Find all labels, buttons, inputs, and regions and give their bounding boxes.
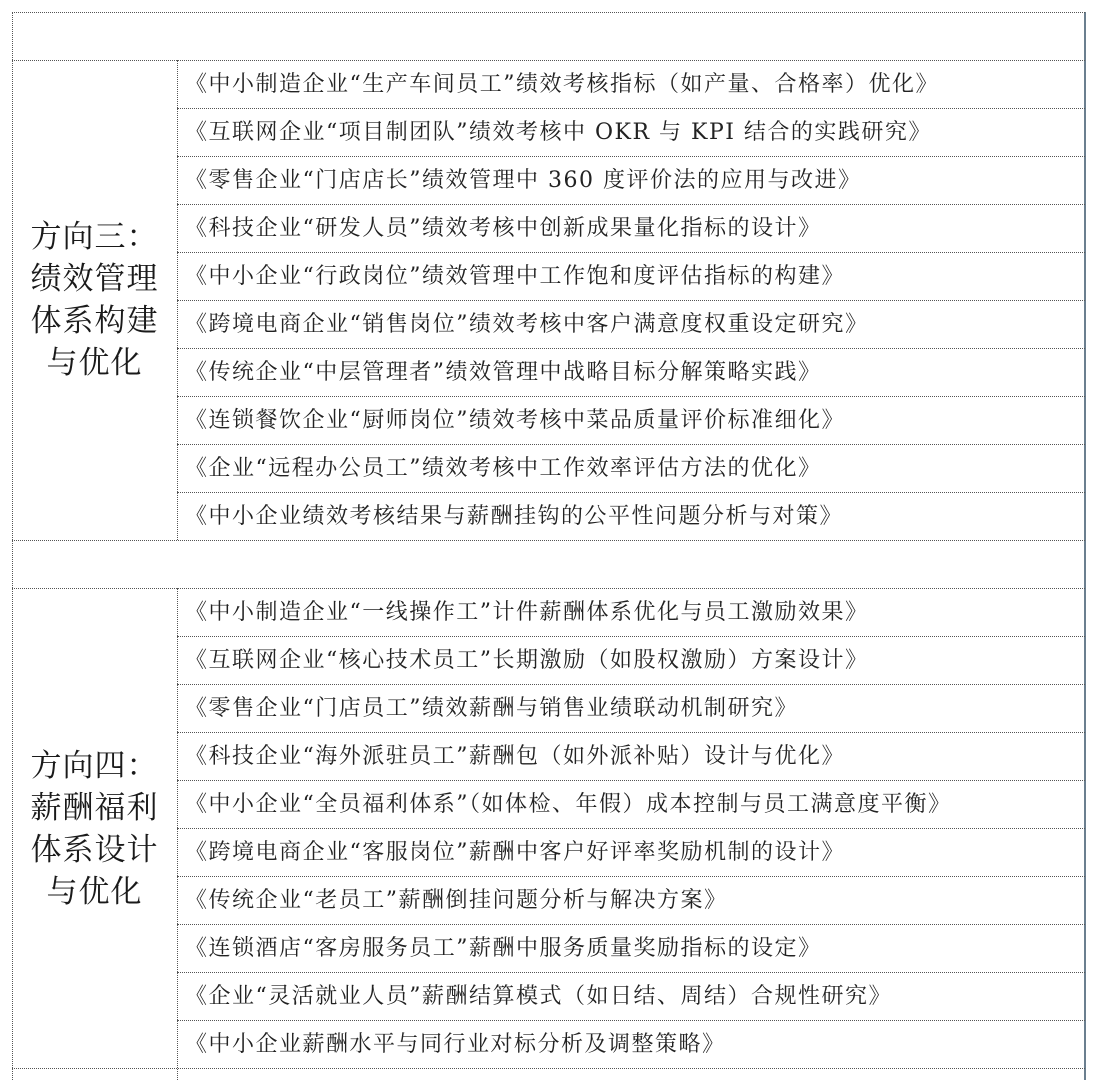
topic-item: 《跨境电商企业“销售岗位”绩效考核中客户满意度权重设定研究》	[185, 312, 869, 337]
section-3-label	[12, 216, 177, 384]
topic-item: 《科技企业“海外派驻员工”薪酬包（如外派补贴）设计与优化》	[185, 744, 845, 769]
topic-item: 《中小企业“行政岗位”绩效管理中工作饱和度评估指标的构建》	[185, 264, 845, 289]
section-3-label-line: 与优化	[46, 345, 143, 381]
topic-item: 《连锁酒店“客房服务员工”薪酬中服务质量奖励指标的设定》	[185, 936, 822, 961]
section-3-label-line: 体系构建	[30, 303, 159, 339]
table-left-border	[12, 12, 13, 1080]
section-3-label-line: 方向三：	[30, 219, 159, 255]
section-4-label-line: 体系设计	[30, 832, 159, 868]
table-bottom-border	[12, 1068, 1085, 1069]
section-4-label-line: 与优化	[46, 874, 143, 910]
topic-item: 《中小制造企业“生产车间员工”绩效考核指标（如产量、合格率）优化》	[185, 72, 939, 97]
topic-item: 《科技企业“研发人员”绩效考核中创新成果量化指标的设计》	[185, 216, 822, 241]
topic-item: 《传统企业“中层管理者”绩效管理中战略目标分解策略实践》	[185, 360, 822, 385]
section-4-label-line: 薪酬福利	[30, 790, 159, 826]
topic-item: 《中小企业“全员福利体系”（如体检、年假）成本控制与员工满意度平衡》	[185, 792, 952, 817]
table-top-border	[12, 12, 1085, 13]
topic-item: 《互联网企业“项目制团队”绩效考核中 OKR 与 KPI 结合的实践研究》	[185, 120, 932, 145]
section-4-label	[12, 745, 177, 913]
topic-item: 《跨境电商企业“客服岗位”薪酬中客户好评率奖励机制的设计》	[185, 840, 845, 865]
topic-item: 《连锁餐饮企业“厨师岗位”绩效考核中菜品质量评价标准细化》	[185, 408, 845, 433]
topic-item: 《中小企业绩效考核结果与薪酬挂钩的公平性问题分析与对策》	[185, 504, 844, 529]
topic-item: 《零售企业“门店员工”绩效薪酬与销售业绩联动机制研究》	[185, 696, 798, 721]
topic-item: 《互联网企业“核心技术员工”长期激励（如股权激励）方案设计》	[185, 648, 869, 673]
section-3-label-line: 绩效管理	[30, 261, 159, 297]
topic-item: 《企业“远程办公员工”绩效考核中工作效率评估方法的优化》	[185, 456, 822, 481]
topic-item: 《企业“灵活就业人员”薪酬结算模式（如日结、周结）合规性研究》	[185, 984, 892, 1009]
topic-item: 《传统企业“老员工”薪酬倒挂问题分析与解决方案》	[185, 888, 728, 913]
table-right-border	[1084, 12, 1086, 1080]
section-4-label-line: 方向四：	[30, 748, 159, 784]
topic-item: 《中小企业薪酬水平与同行业对标分析及调整策略》	[185, 1032, 726, 1057]
topic-item: 《零售企业“门店店长”绩效管理中 360 度评价法的应用与改进》	[185, 168, 862, 193]
section-4-divider	[177, 588, 178, 1080]
section-3-bottom-border	[12, 540, 1085, 541]
topic-item: 《中小制造企业“一线操作工”计件薪酬体系优化与员工激励效果》	[185, 600, 869, 625]
